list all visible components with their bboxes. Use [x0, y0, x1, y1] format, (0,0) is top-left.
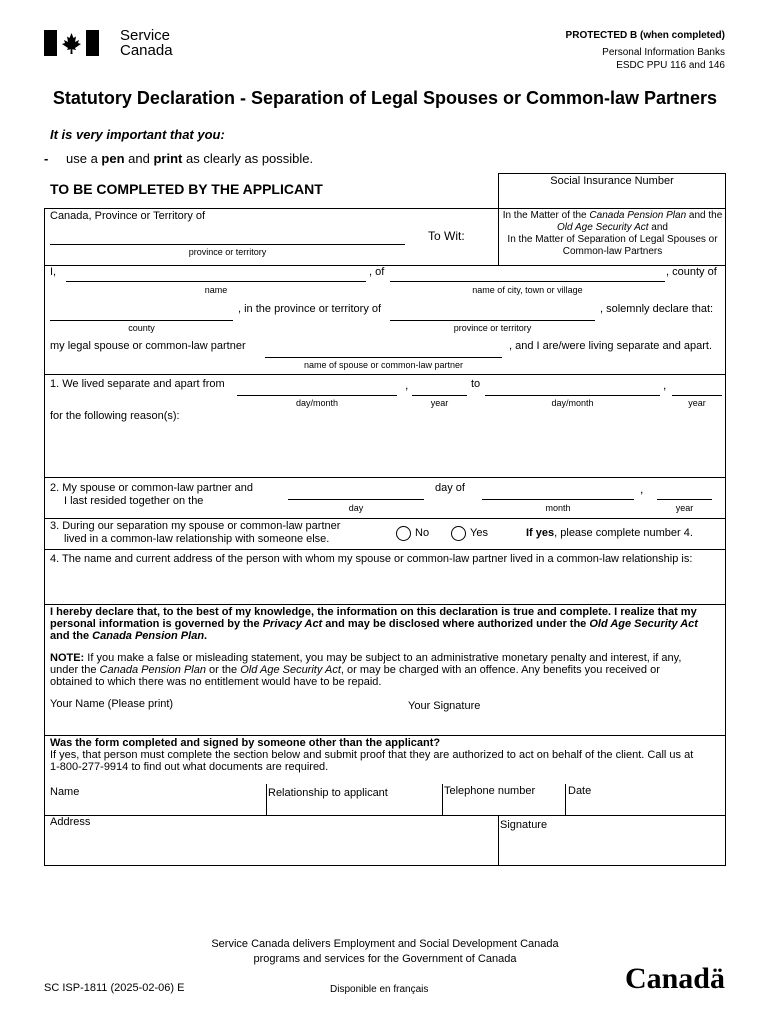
q3-label: 3. During our separation my spouse or common-law partner lived in a common-law relationship with someone else.	[50, 520, 341, 545]
q1-year2-caption: year	[688, 398, 706, 408]
q1-to-label: to	[471, 378, 481, 390]
partner-name-input[interactable]	[265, 357, 502, 358]
q1-to-daymonth-input[interactable]	[485, 395, 660, 396]
q1-to-year-input[interactable]	[672, 395, 722, 396]
canada-wordmark: Canadä	[624, 962, 725, 995]
pib-line1: Personal Information Banks	[602, 47, 725, 58]
note-text: NOTE: If you make a false or misleading statement, you may be subject to an administrative monetary penalty and interest, if any, under the Canada Pension Plan or the Old Age Security Act, or may be charged with an offence. Any benefits you received or obtained to which there was no entitlement would have to be repaid.	[50, 652, 682, 688]
city-caption: name of city, town or village	[472, 285, 583, 295]
province-caption: province or territory	[188, 247, 267, 257]
address-label: Address	[50, 816, 91, 828]
other-person-text: If yes, that person must complete the section below and submit proof that they are authorized to act on behalf of the client. Call us at 1-800-277-9914 to find out what documents are required.	[50, 749, 694, 773]
instructions-bullet: -	[44, 151, 49, 166]
org-name: Service Canada	[120, 27, 173, 59]
partner-caption: name of spouse or common-law partner	[303, 360, 464, 370]
matter-text: In the Matter of the Canada Pension Plan and the Old Age Security Act and In the Matter of Separation of Legal Spouses or Common-law Partners	[502, 210, 723, 257]
province-caption-2: province or territory	[453, 323, 532, 333]
q2-day-caption: day	[348, 503, 364, 513]
county-input[interactable]	[50, 320, 233, 321]
your-signature-input[interactable]	[408, 714, 718, 732]
q1-comma1: ,	[405, 378, 409, 392]
telephone-label: Telephone number	[444, 785, 536, 797]
q1-year1-caption: year	[430, 398, 449, 408]
declarant-i: I,	[50, 266, 57, 278]
solemnly-label: , solemnly declare that:	[600, 303, 714, 315]
applicant-section-heading: TO BE COMPLETED BY THE APPLICANT	[50, 181, 323, 197]
county-caption: county	[128, 323, 155, 333]
county-of-label: , county of	[666, 266, 717, 278]
q2-label: 2. My spouse or common-law partner and I last resided together on the	[50, 482, 253, 507]
to-wit-label: To Wit:	[428, 229, 465, 243]
q3-yes-label: Yes	[470, 527, 488, 539]
partner-label: my legal spouse or common-law partner	[50, 340, 246, 352]
q3-if-yes-note: If yes, please complete number 4.	[526, 527, 693, 539]
page-title: Statutory Declaration - Separation of Legal Spouses or Common-law Partners	[52, 88, 718, 108]
sin-label: Social Insurance Number	[550, 175, 674, 187]
other-signature-label: Signature	[500, 819, 548, 831]
of-label: , of	[369, 266, 385, 278]
q1-from-daymonth-input[interactable]	[237, 395, 397, 396]
protected-label: PROTECTED B (when completed)	[565, 30, 725, 41]
province-input[interactable]	[50, 244, 405, 245]
q2-day-input[interactable]	[288, 499, 424, 500]
declaration-province-input[interactable]	[390, 320, 595, 321]
canada-flag-logo	[44, 30, 99, 56]
declarant-name-input[interactable]	[66, 281, 366, 282]
q2-month-caption: month	[545, 503, 571, 513]
pib-line2: ESDC PPU 116 and 146	[616, 60, 725, 71]
instructions-text: use a pen and print as clearly as possible.	[66, 151, 314, 166]
sin-field[interactable]	[498, 173, 726, 209]
city-input[interactable]	[390, 281, 665, 282]
other-name-field[interactable]	[50, 786, 260, 813]
date-label: Date	[568, 785, 592, 797]
relationship-label: Relationship to applicant	[268, 787, 388, 799]
q3-yes-radio[interactable]	[451, 526, 466, 541]
form-id: SC ISP-1811 (2025-02-06) E	[44, 982, 185, 994]
q1-from-year-input[interactable]	[412, 395, 467, 396]
other-person-heading: Was the form completed and signed by someone other than the applicant?	[50, 737, 441, 749]
in-province-label: , in the province or territory of	[238, 303, 382, 315]
q1-daymonth2-caption: day/month	[551, 398, 594, 408]
instructions-heading: It is very important that you:	[50, 127, 225, 142]
footer-text: Service Canada delivers Employment and Social Development Canada programs and services for the Government of Canada	[211, 938, 559, 965]
q2-year-input[interactable]	[657, 499, 712, 500]
q3-no-label: No	[415, 527, 430, 539]
date-field[interactable]	[568, 785, 723, 813]
q3-no-radio[interactable]	[396, 526, 411, 541]
telephone-field[interactable]	[444, 785, 562, 813]
q1-comma2: ,	[663, 378, 667, 392]
q2-day-of-label: day of	[435, 482, 465, 494]
relationship-field[interactable]	[268, 787, 438, 813]
q4-label: 4. The name and current address of the person with whom my spouse or common-law partner lived in a common-law relationship is:	[50, 553, 693, 565]
q4-input[interactable]	[50, 568, 720, 602]
q1-reasons-label: for the following reason(s):	[50, 410, 180, 422]
q2-year-caption: year	[675, 503, 694, 513]
your-signature-label: Your Signature	[408, 700, 481, 712]
attestation-text: I hereby declare that, to the best of my knowledge, the information on this declaration is true and complete. I realize that my personal information is governed by the Privacy Act and may be disclosed where authorized under the Old Age Security Act and the Canada Pension Plan.	[50, 606, 698, 642]
q1-daymonth1-caption: day/month	[295, 398, 339, 408]
your-name-input[interactable]	[50, 712, 390, 732]
q1-reasons-input[interactable]	[50, 425, 720, 473]
q2-comma: ,	[640, 482, 644, 496]
address-field[interactable]	[50, 816, 494, 864]
name-caption: name	[204, 285, 228, 295]
other-signature-field[interactable]	[500, 819, 722, 864]
living-apart-label: , and I are/were living separate and apart.	[509, 340, 713, 352]
q1-label: 1. We lived separate and apart from	[50, 378, 225, 390]
province-label: Canada, Province or Territory of	[50, 210, 206, 222]
other-name-label: Name	[50, 786, 80, 798]
q2-month-input[interactable]	[482, 499, 634, 500]
french-available: Disponible en français	[330, 984, 429, 995]
your-name-label: Your Name (Please print)	[50, 698, 174, 710]
